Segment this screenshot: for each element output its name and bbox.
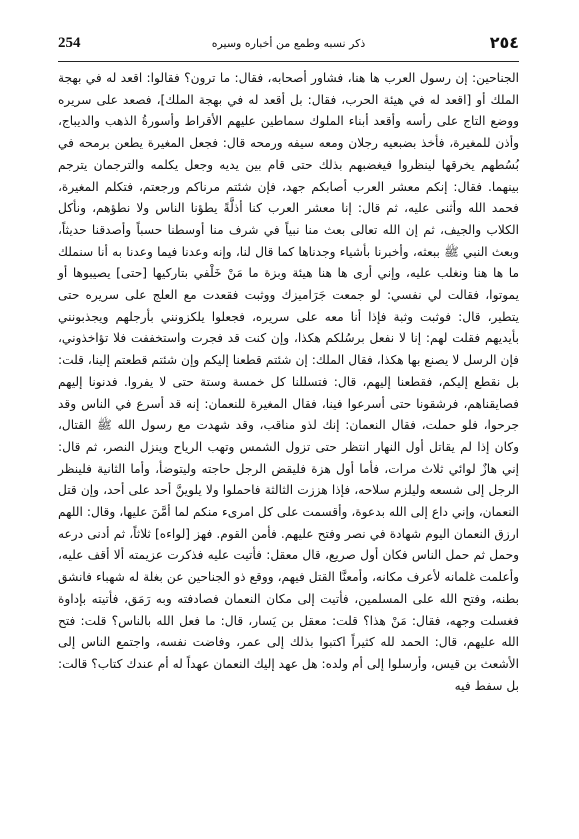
page-number-arabic: ٢٥٤ [489, 33, 519, 52]
page-number-latin: 254 [58, 35, 81, 51]
body-paragraph: الجناحين: إن رسول العرب ها هنا، فشاور أصحابه، فقال: ما ترون؟ فقالوا: اقعد له في بهجة الملك أو [اقعد له في هيئة الحرب، فقال: بل أقعد له في بهجة الملك]، فصعد على سريره ووضع التاج على رأسه وأقعد أبناء الملوك سماطين عليهم الأقراط وأسورةُ الذهب والديباج، وأذن للمغيرة، فأخذ بضبعيه رجلان ومعه سيفه ورمحه قال: فجعل المغيرة يطعن برمحه في بُسُطهم يخرقها لينظروا فيغضبهم بذلك حتى قام بين يديه وجعل يكلمه والترجمان يترجم بينهما. فقال: إنكم معشر العرب أصابكم جهد، فإن شئتم مرناكم ورجعتم، فتكلم المغيرة، فحمد الله وأثنى عليه، ثم قال: إنا معشر العرب كنا أذلَّةً يطؤنا الناس ولا نطؤهم، ونأكل الكلاب والجيف، ثم إن الله تعالى بعث منا نبياً في شرف منا أوسطنا حسباً وأصدقنا حديثاً، وبعث النبي ﷺ ببعثه، وأخبرنا بأشياء وجدناها كما قال لنا، وإنه وعدنا فيما وعدنا به أنا سنملك ما ها هنا ونغلب عليه، وإني أرى ها هنا هيئة وبزة ما مَنْ خَلْفي بتاركيها [حتى] يصيبوها أو يموتوا، فقالت لي نفسي: لو جمعت جَرَاميزك ووثبت فقعدت مع العلج على سريره حتى يتطير، قال: فوثبت وثبة فإذا أنا معه على سريره، فجعلوا يلكزونني بأرجلهم ويجذبونني بأيديهم فقلت لهم: إنا لا نفعل برسُلكم هكذا، وإن كنت قد فجرت واستخففت فلا تؤاخذوني، فإن الرسل لا يصنع بها هكذا، فقال الملك: إن شئتم قطعنا إليكم وإن شئتم قطعتم إلينا، قلت: بل نقطع إليكم، فقطعنا إليهم، قال: فتسللنا كل خمسة وستة حتى لا يفروا. فدنونا إليهم فصايقناهم، فرشقونا حتى أسرعوا فينا، فقال المغيرة للنعمان: إنه قد أسرع في الناس وقد جرحوا، فلو حملت، فقال النعمان: إنك لذو مناقب، وقد شهدت مع رسول الله ﷺ القتال، وكان إذا لم يقاتل أول النهار انتظر حتى تزول الشمس وتهب الرياح وينزل النصر، ثم قال: إني هازٌ لوائي ثلاث مرات، فأما أول هزة فليقض الرجل حاجته وليتوضأ، وأما الثانية فلينظر الرجل إلى شسعه وليلزم سلاحه، فإذا هززت الثالثة فاحملوا ولا يلوينَّ أحد على أحد، وإن قتل النعمان، وإني داع إلى الله بدعوة، وأقسمت على كل امرىء منكم لما أمَّنَ عليها، وقال: اللهم ارزق النعمان اليوم شهادة في نصر وفتح عليهم. فأمن القوم. فهز [لواءه] ثلاثاً، ثم أدنى درعه وحمل ثم حمل الناس فكان أول صريع، قال معقل: فأتيت عليه فذكرت عزيمته ألا أقف عليه، وأعلمت غلمانه لأعرف مكانه، وأمعنَّا القتل فيهم، ووقع ذو الجناحين عن بغلة له شهباء فانشق بطنه، وفتح الله على المسلمين، فأتيت إلى مكان النعمان فصادفته وبه رَمَق، فأتيته بإداوة فغسلت وجهه، فقال: مَنْ هذا؟ قلت: معقل بن يَسار، قال: ما فعل الله بالناس؟ قلت: فتح الله عليهم، قال: الحمد لله كثيراً اكتبوا بذلك إلى عمر، وفاضت نفسه، واجتمع الناس إلى الأشعث بن قيس، وأرسلوا إلى أم ولده: هل عهد إليك النعمان عهداً له أم عندك كتاب؟ قالت: بل سفط فيه [58, 71, 519, 693]
body-text [58, 68, 519, 697]
running-title: ذكر نسبه وطمع من أخباره وسيره [211, 37, 366, 50]
page-header [58, 33, 519, 62]
